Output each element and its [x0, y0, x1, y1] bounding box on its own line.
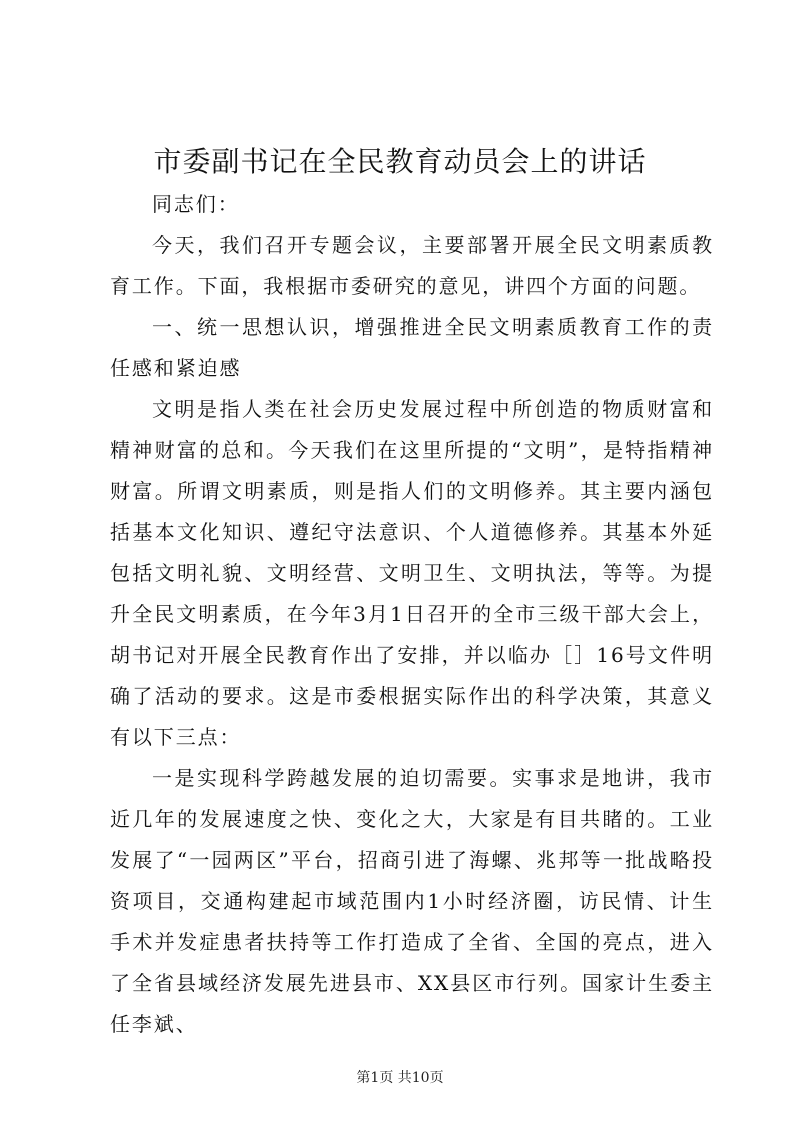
document-title: 市委副书记在全民教育动员会上的讲话	[153, 145, 647, 178]
paragraph-point-1: 一是实现科学跨越发展的迫切需要。实事求是地讲，我市近几年的发展速度之快、变化之大，大家是有目共睹的。工业发展了“一园两区”平台，招商引进了海螺、兆邦等一批战略投资项目，交通构建起市域范围内1小时经济圈，访民情、计生手术并发症患者扶持等工作打造成了全省、全国的亮点，进入了全省县域经济发展先进县市、XX县区市行列。国家计生委主任李斌、	[110, 766, 714, 1036]
paragraph-civilization: 文明是指人类在社会历史发展过程中所创造的物质财富和精神财富的总和。今天我们在这里所提的“文明”，是特指精神财富。所谓文明素质，则是指人们的文明修养。其主要内涵包括基本文化知识、遵纪守法意识、个人道德修养。其基本外延包括文明礼貌、文明经营、文明卫生、文明执法，等等。为提升全民文明素质，在今年3月1日召开的全市三级干部大会上，胡书记对开展全民教育作出了安排，并以临办［］16号文件明确了活动的要求。这是市委根据实际作出的科学决策，其意义有以下三点：	[110, 397, 714, 749]
paragraph-salutation: 同志们：	[152, 192, 240, 216]
paragraph-intro: 今天，我们召开专题会议，主要部署开展全民文明素质教育工作。下面，我根据市委研究的意见，讲四个方面的问题。	[110, 233, 714, 298]
page-number-footer: 第1页 共10页	[356, 1070, 444, 1086]
section-heading-1: 一、统一思想认识，增强推进全民文明素质教育工作的责任感和紧迫感	[110, 315, 714, 380]
document-body	[110, 184, 714, 1045]
